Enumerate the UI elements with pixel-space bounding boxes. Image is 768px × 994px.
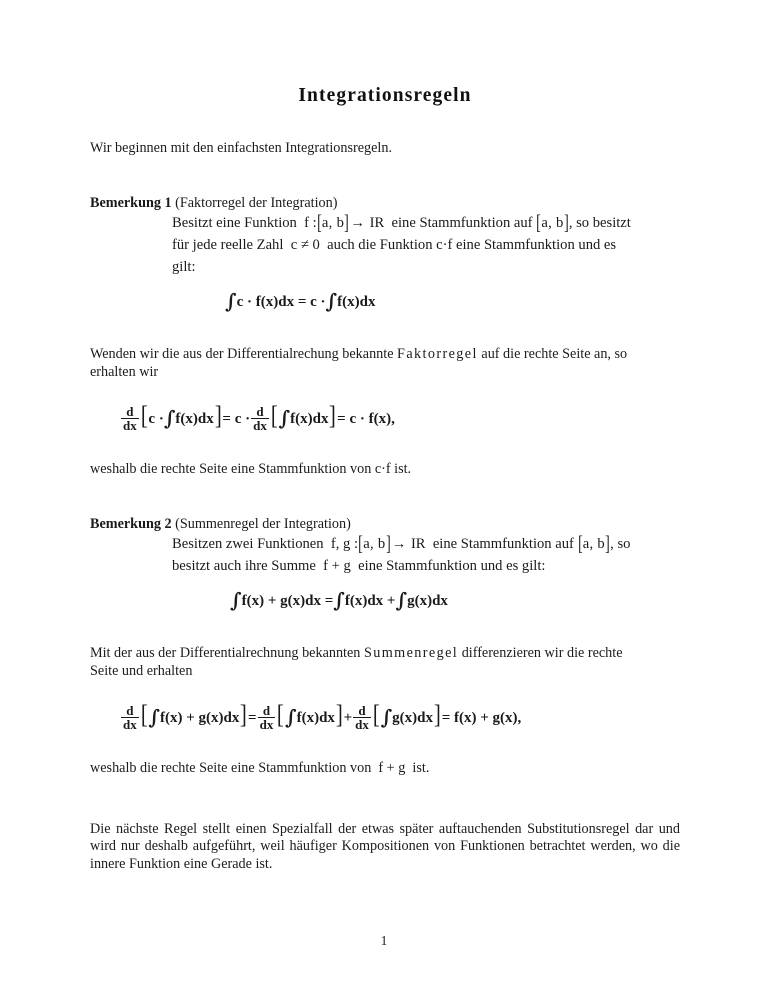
formula-part: f(x) + g(x)dx = [241, 593, 334, 609]
text-run: , so besitzt [568, 215, 631, 231]
remark-1-subtitle: (Faktorregel der Integration) [175, 194, 338, 211]
integral-icon: ∫ [395, 588, 408, 612]
fraction-numerator: d [358, 703, 366, 718]
math-sum-fg: f + g [378, 760, 406, 776]
formula-part: f(x)dx [296, 709, 335, 726]
text-run: besitzt auch ihre Summe [172, 558, 316, 574]
math-interval: a, b [321, 215, 345, 231]
fraction-d-dx [258, 704, 276, 731]
remark-1-body [172, 212, 680, 278]
fraction-d-dx [251, 405, 269, 432]
math-real-set: IR [369, 215, 385, 231]
remark-1-label: Bemerkung 1 [90, 194, 172, 211]
math-sum-fg: f + g [323, 558, 351, 574]
fraction-numerator: d [262, 703, 271, 718]
text-run: auch die Funktion c·f eine Stammfunktion und es [327, 237, 617, 253]
formula-part: f(x) + g(x)dx [160, 709, 240, 726]
text-run: auf die rechte Seite an, so [481, 346, 628, 362]
fraction-denominator: dx [123, 418, 137, 433]
integral-icon: ∫ [230, 588, 242, 612]
fraction-numerator: d [256, 404, 264, 419]
text-run: ist. [412, 760, 430, 776]
intro-paragraph: Wir beginnen mit den einfachsten Integrationsregeln. [90, 140, 392, 156]
fraction-denominator: dx [355, 717, 369, 732]
formula-part: f(x)dx [337, 294, 376, 310]
fraction-numerator: d [126, 404, 134, 419]
formula-part: = c · f(x), [337, 410, 395, 427]
text-run: erhalten wir [90, 363, 159, 380]
remark-1-heading [90, 195, 680, 213]
text-run: eine Stammfunktion auf [391, 215, 533, 231]
text-run: eine Stammfunktion und es gilt: [358, 558, 546, 574]
remark-2-body-line-2 [172, 555, 680, 577]
text-run: Mit der aus der Differentialrechnung bekannten [90, 645, 361, 661]
math-real-set: IR [410, 536, 426, 552]
text-run: Besitzt eine Funktion [172, 215, 297, 231]
formula-part: g(x)dx [407, 593, 448, 609]
formula-part: + [343, 709, 353, 726]
math-interval: a, b [582, 536, 605, 552]
remark-2-subtitle: (Summenregel der Integration) [175, 515, 351, 532]
formula-part: = [248, 709, 257, 726]
formula-part: = c · [222, 410, 251, 427]
integral-icon: ∫ [278, 405, 291, 430]
math-condition: c ≠ 0 [290, 237, 320, 253]
fraction-d-dx [121, 405, 139, 432]
formula-part: c · [148, 410, 164, 427]
integral-icon: ∫ [225, 289, 237, 313]
conclusion-rule-1: weshalb die rechte Seite eine Stammfunktion von c·f ist. [90, 461, 412, 477]
math-interval: a, b [363, 536, 386, 552]
remark-1-body-line-1: Besitzt eine Funktion f :[a, b]→ IR eine Stammfunktion auf [a, b], so besitzt [172, 210, 631, 235]
integral-icon: ∫ [380, 704, 393, 729]
remark-2-body [172, 533, 680, 577]
math-interval: a, b [541, 215, 564, 231]
remark-1-body-line-2 [172, 234, 680, 256]
integral-icon: ∫ [333, 588, 345, 612]
formula-part: = f(x) + g(x), [441, 709, 522, 726]
integral-icon: ∫ [163, 405, 176, 430]
emphasis-faktorregel: Faktorregel [397, 346, 478, 362]
remark-1-body-line-3: gilt: [172, 259, 196, 275]
page-content [90, 0, 680, 873]
formula-part: f(x)dx [290, 410, 329, 427]
fraction-d-dx [121, 704, 139, 731]
derivation-sum-rule: $\frac{d}{dx}$ [∫f(x) + g(x)dx]= $\frac{d}{dx}$ [∫f(x)dx]+ $\frac{d}{dx}$ [∫g(x)dx]= f(x) + g(x), [123, 699, 522, 732]
closing-paragraph: Die nächste Regel stellt einen Spezialfall der etwas später auftauchenden Substitutionsregel dar und wird nur deshalb aufgeführt, weil häufiger Kompositionen von Funktionen betrachtet werden, wo die innere Funktion eine Gerade ist. [90, 820, 680, 872]
fraction-denominator: dx [123, 717, 137, 732]
derivation-factor-rule: $\frac{d}{dx}$ [c ·∫f(x)dx]= c · $\frac{d}{dx}$ [∫f(x)dx]= c · f(x), [123, 400, 395, 433]
math-function-symbol: f : [304, 215, 317, 231]
fraction-denominator: dx [259, 717, 274, 732]
text-run: weshalb die rechte Seite eine Stammfunktion von [90, 760, 372, 776]
page-number: 1 [380, 933, 388, 948]
emphasis-summenregel: Summenregel [363, 645, 459, 661]
text-run: , so [610, 536, 631, 552]
math-arrow: → [391, 536, 407, 552]
paragraph-after-rule-2 [90, 645, 680, 680]
remark-2-body-line-1: Besitzen zwei Funktionen f, g :[a, b]→ IR eine Stammfunktion auf [a, b], so [172, 531, 631, 556]
fraction-denominator: dx [253, 418, 267, 433]
text-run: Besitzen zwei Funktionen [172, 536, 324, 552]
remark-2-label: Bemerkung 2 [90, 515, 172, 532]
integral-icon: ∫ [285, 704, 297, 729]
fraction-d-dx [353, 704, 371, 731]
text-run: Seite und erhalten [90, 662, 193, 679]
page-title: Integrationsregeln [298, 85, 472, 106]
formula-part: f(x)dx + [344, 593, 396, 609]
text-run: für jede reelle Zahl [172, 237, 284, 253]
integral-icon: ∫ [325, 289, 338, 313]
formula-part: f(x)dx [175, 410, 214, 427]
text-run: eine Stammfunktion auf [432, 536, 574, 552]
formula-part: c · f(x)dx = c · [236, 294, 326, 310]
math-arrow: → [350, 215, 365, 231]
formula-part: g(x)dx [392, 709, 434, 726]
text-run: Wenden wir die aus der Differentialrechung bekannte [90, 346, 394, 362]
text-run: differenzieren wir die rechte [461, 645, 623, 661]
paragraph-after-rule-1 [90, 346, 680, 381]
fraction-numerator: d [126, 703, 134, 718]
formula-factor-rule [225, 289, 680, 313]
integral-icon: ∫ [148, 704, 160, 729]
remark-2-heading [90, 516, 680, 534]
formula-sum-rule [230, 588, 680, 612]
math-function-symbol: f, g : [330, 536, 359, 552]
conclusion-rule-2 [90, 760, 680, 778]
